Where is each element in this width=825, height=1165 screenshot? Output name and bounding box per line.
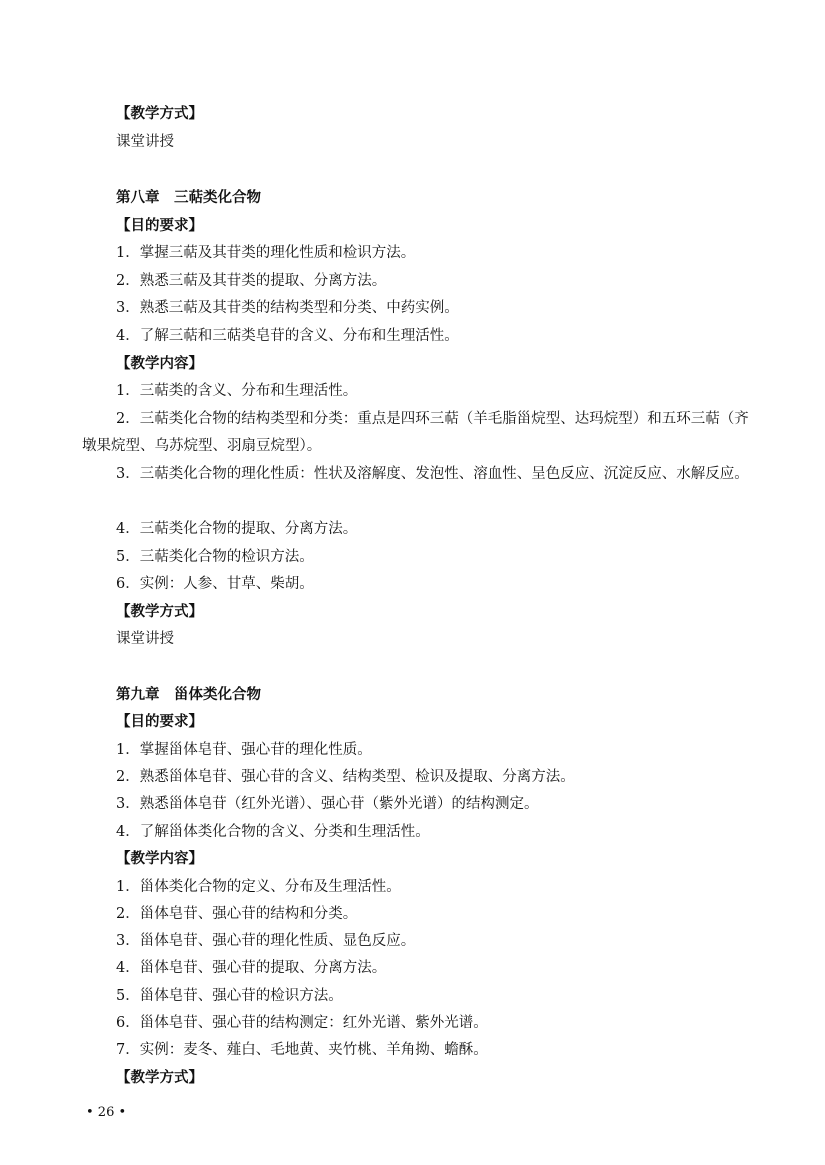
- chapter-8-title: 第八章 三萜类化合物: [116, 190, 261, 206]
- s8-goals-heading: 【目的要求】: [116, 218, 203, 234]
- s7-method-heading: 【教学方式】: [116, 106, 203, 122]
- s9-content-item: 1．甾体类化合物的定义、分布及生理活性。: [116, 879, 401, 895]
- s8-method: 课堂讲授: [116, 631, 174, 647]
- s8-content-heading: 【教学内容】: [116, 356, 203, 372]
- s9-content-item: 5．甾体皂苷、强心苷的检识方法。: [116, 988, 343, 1004]
- s8-method-heading: 【教学方式】: [116, 604, 203, 620]
- s9-goal-item: 2．熟悉甾体皂苷、强心苷的含义、结构类型、检识及提取、分离方法。: [116, 769, 575, 785]
- s8-content-item: 2．三萜类化合物的结构类型和分类：重点是四环三萜（羊毛脂甾烷型、达玛烷型）和五环三萜（齐墩果烷型、乌苏烷型、羽扇豆烷型）。: [82, 411, 749, 454]
- s8-goal-item: 3．熟悉三萜及其苷类的结构类型和分类、中药实例。: [116, 300, 459, 316]
- s9-content-item: 3．甾体皂苷、强心苷的理化性质、显色反应。: [116, 933, 416, 949]
- s8-goal-item: 4．了解三萜和三萜类皂苷的含义、分布和生理活性。: [116, 328, 459, 344]
- s9-content-item: 6．甾体皂苷、强心苷的结构测定：红外光谱、紫外光谱。: [116, 1015, 488, 1031]
- s8-goal-item: 1．掌握三萜及其苷类的理化性质和检识方法。: [116, 245, 416, 261]
- s9-goals-heading: 【目的要求】: [116, 714, 203, 730]
- s8-content-item: 3．三萜类化合物的理化性质：性状及溶解度、发泡性、溶血性、呈色反应、沉淀反应、水解反应。: [116, 466, 749, 482]
- s9-content-item: 4．甾体皂苷、强心苷的提取、分离方法。: [116, 960, 387, 976]
- s8-content-item: 4．三萜类化合物的提取、分离方法。: [116, 521, 358, 537]
- s9-goal-item: 4．了解甾体类化合物的含义、分类和生理活性。: [116, 824, 430, 840]
- page-number: • 26 •: [86, 1105, 127, 1120]
- s9-method-heading: 【教学方式】: [116, 1070, 203, 1086]
- s9-content-item: 7．实例：麦冬、薤白、毛地黄、夹竹桃、羊角拗、蟾酥。: [116, 1042, 488, 1058]
- s8-content-item: 6．实例：人参、甘草、柴胡。: [116, 576, 314, 592]
- s8-content-item: 5．三萜类化合物的检识方法。: [116, 549, 314, 565]
- chapter-9-title: 第九章 甾体类化合物: [116, 687, 261, 703]
- s7-method: 课堂讲授: [116, 134, 174, 150]
- s9-content-heading: 【教学内容】: [116, 851, 203, 867]
- s8-content-item: 1．三萜类的含义、分布和生理活性。: [116, 383, 358, 399]
- s9-goal-item: 3．熟悉甾体皂苷（红外光谱）、强心苷（紫外光谱）的结构测定。: [116, 796, 539, 812]
- s9-goal-item: 1．掌握甾体皂苷、强心苷的理化性质。: [116, 742, 372, 758]
- s8-goal-item: 2．熟悉三萜及其苷类的提取、分离方法。: [116, 273, 387, 289]
- s9-content-item: 2．甾体皂苷、强心苷的结构和分类。: [116, 906, 358, 922]
